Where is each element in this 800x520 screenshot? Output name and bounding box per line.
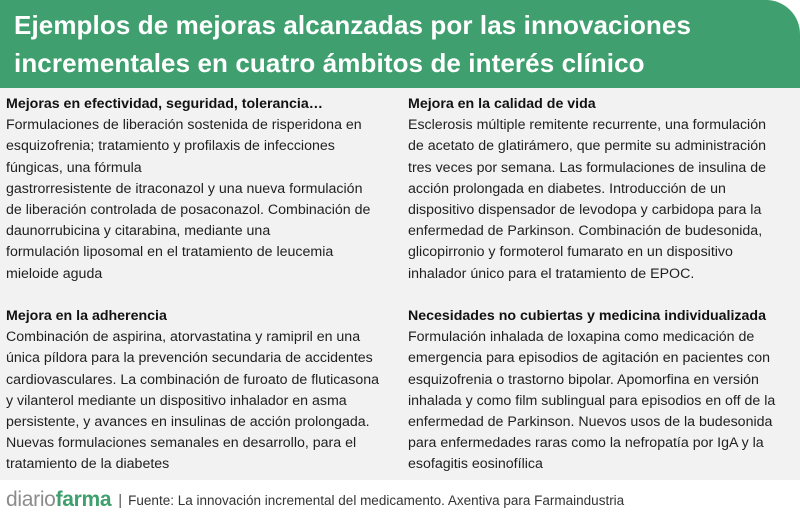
section-text: Formulaciones de liberación sostenida de risperidona en esquizofrenia; tratamiento y profilaxis de infecciones fúngicas, una fórmula gastrorresistente de itraconazol y una nueva formulación de liberación controlada de posaconazol. Combinación de daunorrubicina y citarabina, mediante una formulación liposomal en el tratamiento de leucemia mieloide aguda <box>6 117 371 282</box>
section-title: Mejora en la calidad de vida <box>408 96 596 112</box>
section-title: Mejora en la adherencia <box>6 308 167 324</box>
section-adherence <box>6 306 398 476</box>
content-panel <box>0 88 800 480</box>
section-text: Combinación de aspirina, atorvastatina y ramipril en una única píldora para la prevención secundaria de accidentes cardiovasculares. La combinación de furoato de fluticasona y vilanterol mediante un dispositivo inhalador en asma persistente, y avances en insulinas de acción prolongada. Nuevas formulaciones semanales en desarrollo, para el tratamiento de la diabetes <box>6 329 380 473</box>
footer-separator: | <box>118 491 123 509</box>
section-title: Mejoras en efectividad, seguridad, tolerancia… <box>6 96 323 112</box>
source-citation: Fuente: La innovación incremental del medicamento. Axentiva para Farmaindustria <box>128 492 625 508</box>
logo-part-light: diario <box>6 488 56 511</box>
section-quality-of-life <box>408 94 800 285</box>
diariofarma-logo <box>6 488 111 512</box>
footer <box>0 480 800 520</box>
page-title <box>14 6 786 82</box>
logo-part-bold: farma <box>55 488 112 511</box>
section-text: Formulación inhalada de loxapina como medicación de emergencia para episodios de agitación en pacientes con esquizofrenia o trastorno bipolar. Apomorfina en versión inhalada y como film sublingual para episodios en off de la enfermedad de Parkinson. Nuevos usos de la budesonida para enfermedades raras como la nefropatía por IgA y la esofagitis eosinofílica <box>408 329 776 473</box>
page-title-line-2: incrementales en cuatro ámbitos de interés clínico <box>14 48 645 78</box>
section-text: Esclerosis múltiple remitente recurrente, una formulación de acetato de glatirámero, que permite su administración tres veces por semana. Las formulaciones de insulina de acción prolongada en diabetes. Introducción de un dispositivo dispensador de levodopa y carbidopa para la enfermedad de Parkinson. Combinación de budesonida, glicopirronio y formoterol fumarato en un dispositivo inhalador único para el tratamiento de EPOC. <box>408 117 767 282</box>
page-title-line-1: Ejemplos de mejoras alcanzadas por las innovaciones <box>14 10 692 40</box>
section-title: Necesidades no cubiertas y medicina individualizada <box>408 308 766 324</box>
section-unmet-needs <box>408 306 800 476</box>
header-banner <box>0 0 800 88</box>
section-effectiveness <box>6 94 398 285</box>
